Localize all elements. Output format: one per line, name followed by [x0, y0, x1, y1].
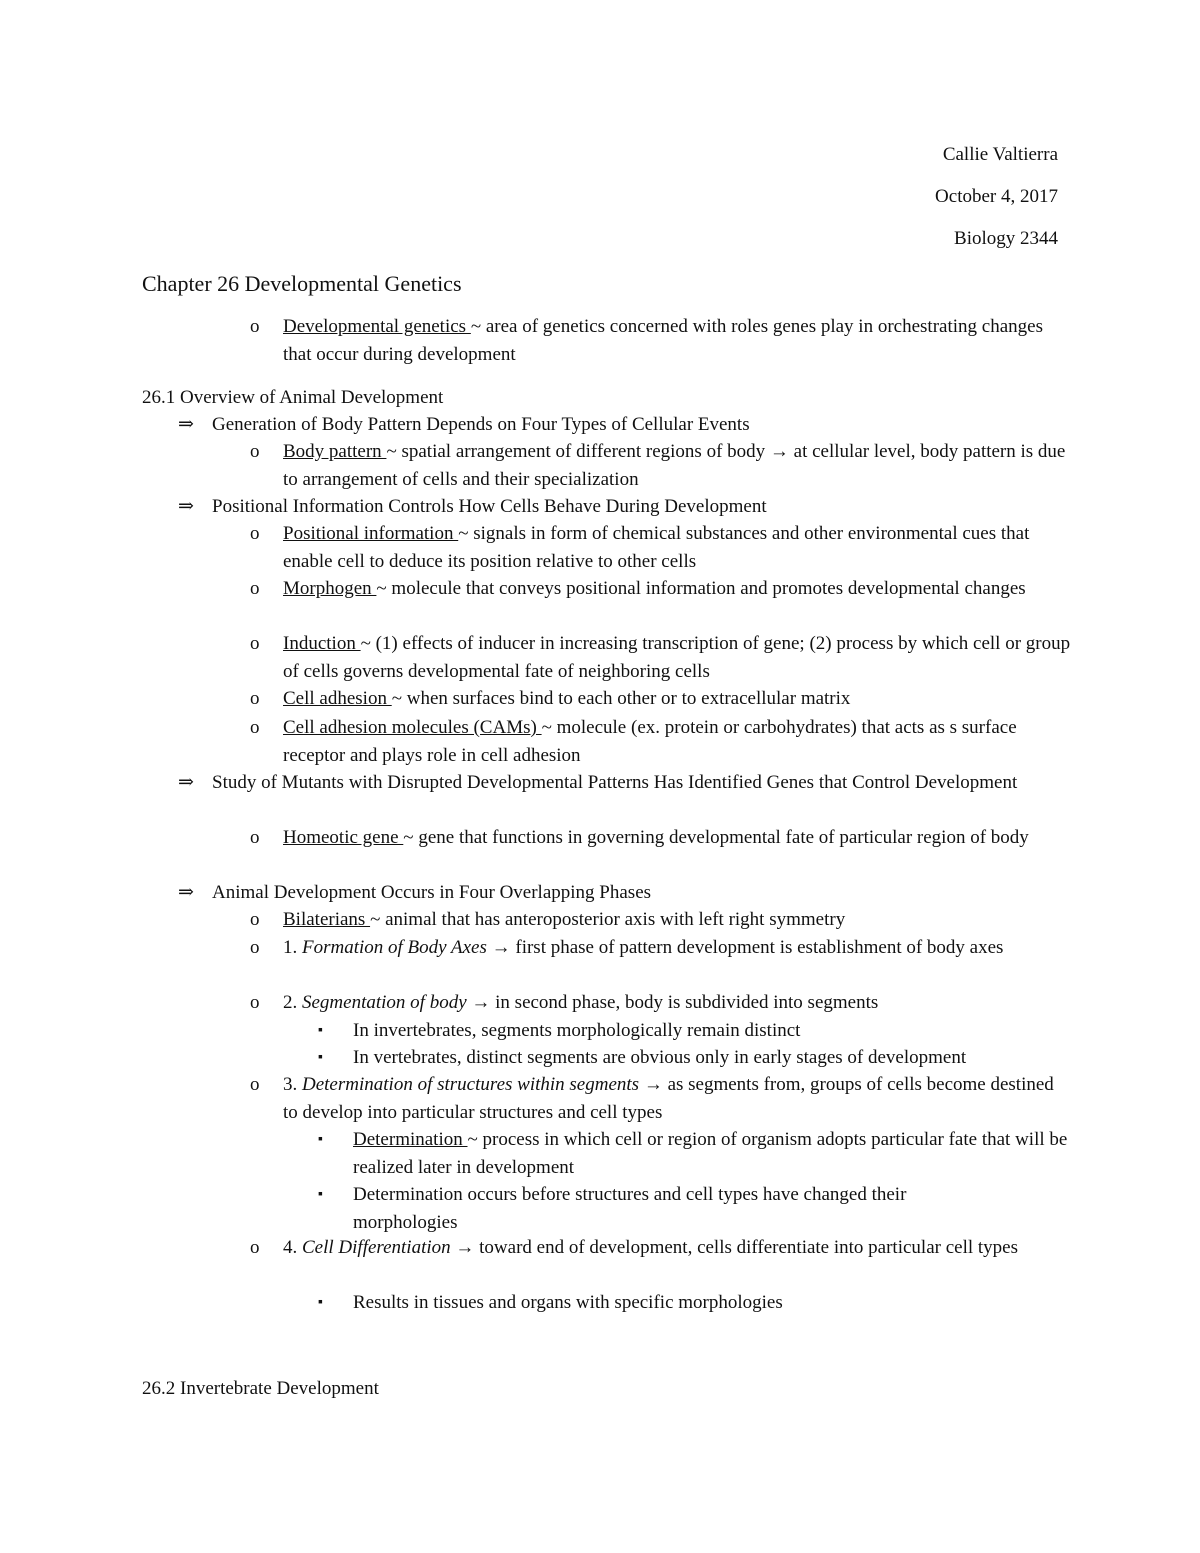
author-name: Callie Valtierra [942, 144, 1058, 165]
topic-heading: Study of Mutants with Disrupted Developmental Patterns Has Identified Genes that Control Development [212, 772, 1018, 793]
square-bullet: ▪ [318, 1050, 323, 1065]
circle-bullet: o [250, 937, 260, 958]
term: Positional information [283, 523, 459, 544]
arrow-bullet: ⇒ [178, 772, 194, 793]
term: Cell adhesion molecules (CAMs) [283, 717, 542, 738]
phase-number: 3. [283, 1074, 302, 1095]
phase-number: 2. [283, 992, 302, 1013]
phase-2-note: In invertebrates, segments morphologically remain distinct [353, 1020, 801, 1041]
term: Developmental genetics [283, 316, 471, 337]
term: Body pattern [283, 441, 387, 462]
definition: ~ molecule (ex. protein or carbohydrates) that acts as s surface receptor and plays role in cell adhesion [283, 717, 1017, 766]
circle-bullet: o [250, 688, 260, 709]
intro-definition [283, 313, 1073, 368]
circle-bullet: o [250, 316, 260, 337]
phase-name: Segmentation of body [302, 992, 472, 1013]
course-name: Biology 2344 [954, 228, 1058, 249]
phase-description: → toward end of development, cells differentiate into particular cell types [455, 1237, 1018, 1258]
circle-bullet: o [250, 578, 260, 599]
phase-name: Cell Differentiation [302, 1237, 456, 1258]
bilaterians-definition [283, 906, 1073, 934]
square-bullet: ▪ [318, 1132, 323, 1147]
definition: ~ animal that has anteroposterior axis with left right symmetry [370, 909, 846, 930]
body-pattern-definition [283, 438, 1073, 493]
definition: ~ gene that functions in governing developmental fate of particular region of body [403, 827, 1029, 848]
term: Cell adhesion [283, 688, 392, 709]
phase-4-note: Results in tissues and organs with specific morphologies [353, 1292, 783, 1313]
arrow-bullet: ⇒ [178, 414, 194, 435]
phase-1 [283, 934, 1073, 962]
positional-information-definition [283, 520, 1073, 575]
circle-bullet: o [250, 717, 260, 738]
chapter-title: Chapter 26 Developmental Genetics [142, 271, 462, 296]
circle-bullet: o [250, 909, 260, 930]
circle-bullet: o [250, 523, 260, 544]
document-date: October 4, 2017 [935, 186, 1058, 207]
phase-description: → in second phase, body is subdivided into segments [471, 992, 879, 1013]
phase-4 [283, 1234, 1073, 1262]
section-heading-26-1: 26.1 Overview of Animal Development [142, 387, 444, 408]
topic-heading: Animal Development Occurs in Four Overlapping Phases [212, 882, 652, 903]
square-bullet: ▪ [318, 1023, 323, 1038]
phase-description: → as segments from, groups of cells become destined to develop into particular structures and cell types [283, 1074, 1054, 1123]
term: Induction [283, 633, 361, 654]
arrow-bullet: ⇒ [178, 496, 194, 517]
square-bullet: ▪ [318, 1295, 323, 1310]
induction-definition [283, 630, 1073, 685]
definition: ~ area of genetics concerned with roles genes play in orchestrating changes that occur during development [283, 316, 1043, 365]
phase-number: 4. [283, 1237, 302, 1258]
circle-bullet: o [250, 827, 260, 848]
phase-description: → first phase of pattern development is establishment of body axes [491, 937, 1004, 958]
phase-2 [283, 989, 1073, 1017]
phase-3 [283, 1071, 1073, 1126]
homeotic-gene-definition [283, 824, 1073, 852]
phase-number: 1. [283, 937, 302, 958]
definition: ~ when surfaces bind to each other or to extracellular matrix [391, 688, 851, 709]
cell-adhesion-definition [283, 685, 1073, 713]
arrow-bullet: ⇒ [178, 882, 194, 903]
phase-name: Formation of Body Axes [302, 937, 492, 958]
term: Morphogen [283, 578, 377, 599]
circle-bullet: o [250, 441, 260, 462]
definition: ~ signals in form of chemical substances and other environmental cues that enable cell to deduce its position relative to other cells [283, 523, 1030, 572]
term: Determination [353, 1129, 468, 1150]
term: Bilaterians [283, 909, 371, 930]
topic-heading: Positional Information Controls How Cells Behave During Development [212, 496, 767, 517]
circle-bullet: o [250, 633, 260, 654]
cams-definition [283, 714, 1073, 769]
topic-heading: Generation of Body Pattern Depends on Four Types of Cellular Events [212, 414, 750, 435]
definition: ~ spatial arrangement of different regions of body → at cellular level, body pattern is due to arrangement of cells and their specialization [283, 441, 1066, 490]
definition: ~ process in which cell or region of organism adopts particular fate that will be realized later in development [353, 1129, 1068, 1178]
definition: ~ molecule that conveys positional information and promotes developmental changes [376, 578, 1026, 599]
section-heading-26-2: 26.2 Invertebrate Development [142, 1378, 379, 1399]
phase-name: Determination of structures within segments [302, 1074, 644, 1095]
circle-bullet: o [250, 992, 260, 1013]
term: Homeotic gene [283, 827, 404, 848]
morphogen-definition [283, 575, 1073, 603]
circle-bullet: o [250, 1074, 260, 1095]
circle-bullet: o [250, 1237, 260, 1258]
definition: ~ (1) effects of inducer in increasing transcription of gene; (2) process by which cell or group of cells governs developmental fate of neighboring cells [283, 633, 1071, 682]
phase-2-note: In vertebrates, distinct segments are obvious only in early stages of development [353, 1047, 967, 1068]
phase-3-note: Determination occurs before structures and cell types have changed their morphologies [353, 1184, 907, 1233]
square-bullet: ▪ [318, 1187, 323, 1202]
determination-definition [353, 1126, 1073, 1181]
